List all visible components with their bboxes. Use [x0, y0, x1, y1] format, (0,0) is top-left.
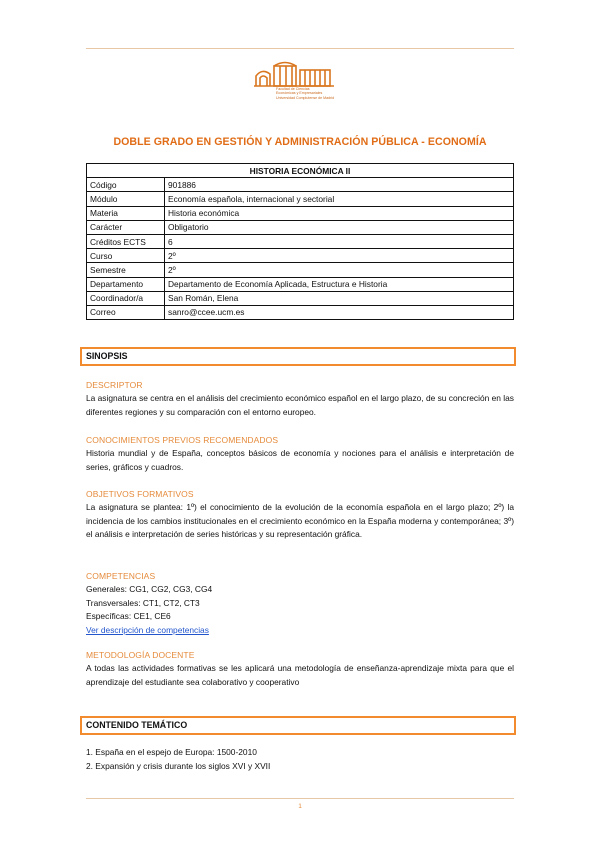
field-label: Materia	[87, 206, 165, 220]
table-row	[87, 206, 514, 220]
field-label: Créditos ECTS	[87, 234, 165, 248]
course-name: HISTORIA ECONÓMICA II	[87, 164, 514, 178]
field-label: Coordinador/a	[87, 291, 165, 305]
objetivos-text: La asignatura se plantea: 1º) el conocimiento de la evolución de la economía española en el largo plazo; 2º) la incidencia de los cambios institucionales en el crecimiento económico en la España moderna y contemporánea; 3º) el análisis e interpretación de series históricas y su representación gráfica.	[86, 502, 514, 540]
competencias-line: Específicas: CE1, CE6	[86, 611, 171, 621]
competencias-heading: COMPETENCIAS	[86, 571, 156, 581]
field-value: 6	[165, 234, 514, 248]
list-item: 2. Expansión y crisis durante los siglos XVI y XVII	[86, 761, 271, 771]
conocimientos-text: Historia mundial y de España, conceptos básicos de economía y nociones para el análisis e interpretación de series, gráficos y cuadros.	[86, 448, 514, 472]
field-value: Historia económica	[165, 206, 514, 220]
field-label: Módulo	[87, 192, 165, 206]
section-heading: SINOPSIS	[86, 351, 128, 361]
table-row	[87, 277, 514, 291]
descriptor-heading: DESCRIPTOR	[86, 380, 143, 390]
field-label: Correo	[87, 305, 165, 319]
header-rule	[86, 48, 514, 49]
table-row	[87, 234, 514, 248]
section-heading: CONTENIDO TEMÁTICO	[86, 720, 188, 730]
table-row	[87, 263, 514, 277]
field-label: Curso	[87, 249, 165, 263]
field-value: 2º	[165, 249, 514, 263]
table-row	[87, 305, 514, 319]
objetivos-heading: OBJETIVOS FORMATIVOS	[86, 489, 194, 499]
field-value: 901886	[165, 178, 514, 192]
conocimientos-heading: CONOCIMIENTOS PREVIOS RECOMENDADOS	[86, 435, 279, 445]
course-info-table	[86, 163, 514, 320]
section-sinopsis	[80, 347, 516, 366]
table-row	[87, 291, 514, 305]
field-label: Departamento	[87, 277, 165, 291]
competencias-link[interactable]: Ver descripción de competencias	[86, 625, 209, 635]
table-row	[87, 220, 514, 234]
field-value: San Román, Elena	[165, 291, 514, 305]
field-label: Código	[87, 178, 165, 192]
table-header-row	[87, 164, 514, 178]
email-value: sanro@ccee.ucm.es	[165, 305, 514, 319]
field-value: Departamento de Economía Aplicada, Estructura e Historia	[165, 277, 514, 291]
section-contenido	[80, 716, 516, 735]
document-title: DOBLE GRADO EN GESTIÓN Y ADMINISTRACIÓN PÚBLICA - ECONOMÍA	[113, 136, 487, 148]
table-row	[87, 178, 514, 192]
table-row	[87, 192, 514, 206]
metodologia-heading: METODOLOGÍA DOCENTE	[86, 650, 195, 660]
list-item: 1. España en el espejo de Europa: 1500-2010	[86, 747, 257, 757]
descriptor-text: La asignatura se centra en el análisis del crecimiento económico español en el largo plazo, de su concreción en las diferentes regiones y su comparación con el entorno europeo.	[86, 393, 514, 417]
metodologia-text: A todas las actividades formativas se les aplicará una metodología de enseñanza-aprendizaje mixta para que el aprendizaje del estudiante sea colaborativo y cooperativo	[86, 663, 514, 687]
footer-rule	[86, 798, 514, 799]
page-number: 1	[298, 803, 302, 810]
field-label: Semestre	[87, 263, 165, 277]
competencias-line: Generales: CG1, CG2, CG3, CG4	[86, 584, 213, 594]
logo-caption-line: Económicas y Empresariales	[276, 91, 323, 96]
table-row	[87, 249, 514, 263]
field-value: Obligatorio	[165, 220, 514, 234]
field-value: Economía española, internacional y sectorial	[165, 192, 514, 206]
logo-caption-line: Facultad de Ciencias	[276, 87, 310, 91]
field-value: 2º	[165, 263, 514, 277]
logo-caption	[276, 87, 346, 100]
logo-caption-line: Universidad Complutense de Madrid	[276, 95, 335, 100]
field-label: Carácter	[87, 220, 165, 234]
competencias-line: Transversales: CT1, CT2, CT3	[86, 598, 200, 608]
